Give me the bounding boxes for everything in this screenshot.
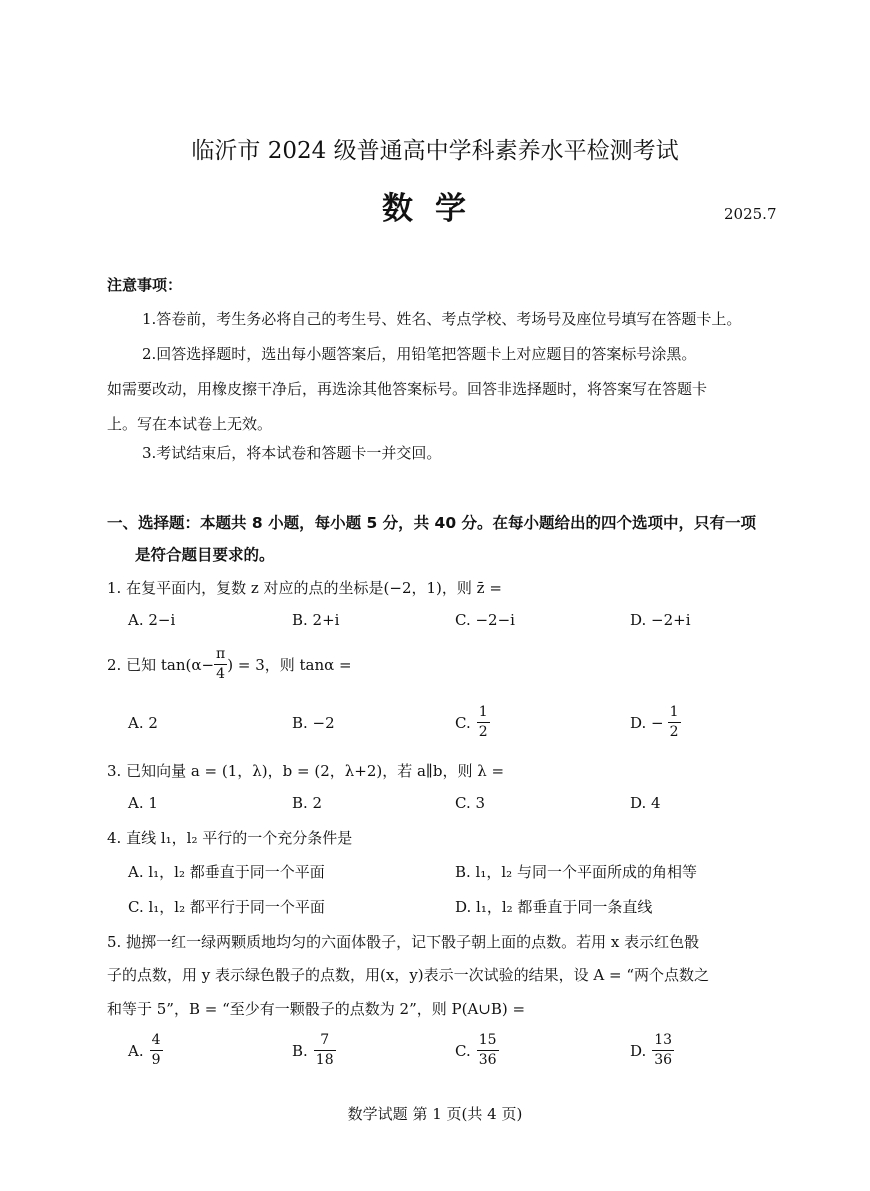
question-2-stem [107,645,352,684]
fraction-denominator: 4 [216,666,226,682]
notice-heading: 注意事项： [107,276,183,294]
option-label: D. [630,1041,647,1060]
page-footer: 数学试题 第 1 页(共 4 页) [347,1105,523,1123]
fraction-numerator: 15 [477,1031,499,1051]
option-fraction [477,1031,499,1070]
option-fraction [668,703,681,742]
fraction-numerator: 4 [150,1031,163,1051]
question-3-option-a: A. 1 [128,794,158,812]
question-2-option-a: A. 2 [128,714,158,732]
notice-item-2-line-3: 上。写在本试卷上无效。 [107,415,273,433]
question-2-stem-pre: 2. 已知 tan(α− [107,656,215,674]
option-label: B. [292,1041,308,1060]
fraction-denominator: 36 [654,1052,673,1068]
question-4-option-d: D. l₁，l₂ 都垂直于同一条直线 [455,898,653,916]
subject-title: 数学 [382,191,488,227]
option-label: C. [455,713,471,732]
question-2-fraction [214,645,227,684]
fraction-denominator: 2 [478,724,488,740]
exam-title: 临沂市 2024 级普通高中学科素养水平检测考试 [191,138,679,164]
notice-item-2-line-2: 如需要改动，用橡皮擦干净后，再选涂其他答案标号。回答非选择题时，将答案写在答题卡 [107,380,708,398]
option-label: D. − [630,713,664,732]
question-5-option-d [630,1031,674,1070]
question-2-option-d [630,703,681,742]
question-3-stem: 3. 已知向量 a = (1，λ)，b = (2，λ+2)，若 a∥b，则 λ = [107,762,505,780]
question-1-option-c: C. −2−i [455,611,515,629]
question-4-option-a: A. l₁，l₂ 都垂直于同一个平面 [128,863,325,881]
option-label: A. [128,1041,144,1060]
option-fraction [150,1031,163,1070]
notice-item-1: 1.答卷前，考生务必将自己的考生号、姓名、考点学校、考场号及座位号填写在答题卡上。 [142,310,742,328]
option-label: C. [455,1041,471,1060]
fraction-denominator: 36 [478,1052,497,1068]
fraction-numerator: 7 [314,1031,336,1051]
section-heading-line-1: 一、选择题：本题共 8 小题，每小题 5 分，共 40 分。在每小题给出的四个选项中，只有一项 [107,514,757,532]
question-4-stem: 4. 直线 l₁，l₂ 平行的一个充分条件是 [107,829,353,847]
question-5-option-b [292,1031,336,1070]
question-4-option-b: B. l₁，l₂ 与同一个平面所成的角相等 [455,863,697,881]
option-fraction [314,1031,336,1070]
question-5-option-c [455,1031,499,1070]
question-2-option-c [455,703,490,742]
question-3-option-c: C. 3 [455,794,486,812]
fraction-numerator: 13 [652,1031,674,1051]
option-fraction [477,703,490,742]
option-fraction [652,1031,674,1070]
question-3-option-d: D. 4 [630,794,661,812]
question-1-option-d: D. −2+i [630,611,691,629]
fraction-denominator: 18 [315,1052,334,1068]
fraction-numerator: 1 [477,703,490,723]
question-2-stem-post: ) = 3，则 tanα = [227,656,352,674]
question-5-line-1: 5. 抛掷一红一绿两颗质地均匀的六面体骰子，记下骰子朝上面的点数。若用 x 表示红色骰 [107,933,700,951]
notice-item-3: 3.考试结束后，将本试卷和答题卡一并交回。 [142,444,442,462]
fraction-denominator: 9 [151,1052,161,1068]
question-3-option-b: B. 2 [292,794,323,812]
section-heading-line-2: 是符合题目要求的。 [135,546,275,564]
notice-item-2-line-1: 2.回答选择题时，选出每小题答案后，用铅笔把答题卡上对应题目的答案标号涂黑。 [142,345,697,363]
fraction-numerator: π [214,645,227,665]
section-heading [107,507,756,571]
exam-date: 2025.7 [724,205,777,223]
question-4-option-c: C. l₁，l₂ 都平行于同一个平面 [128,898,325,916]
fraction-denominator: 2 [669,724,679,740]
question-5-option-a [128,1031,163,1070]
fraction-numerator: 1 [668,703,681,723]
question-5-line-3: 和等于 5”，B = “至少有一颗骰子的点数为 2”，则 P(A∪B) = [107,1000,526,1018]
question-1-option-b: B. 2+i [292,611,340,629]
question-1-option-a: A. 2−i [128,611,176,629]
question-5-line-2: 子的点数，用 y 表示绿色骰子的点数，用(x，y)表示一次试验的结果，设 A = “两个点数之 [107,966,710,984]
question-1-stem: 1. 在复平面内，复数 z 对应的点的坐标是(−2，1)，则 z̄ = [107,579,502,597]
question-2-option-b: B. −2 [292,714,335,732]
